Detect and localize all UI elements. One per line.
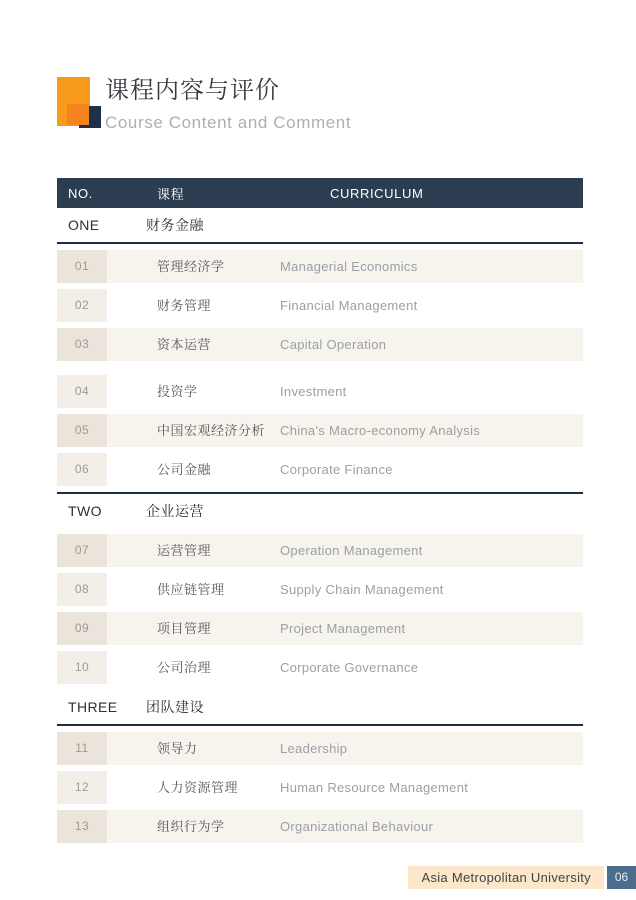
- table-row: [57, 250, 583, 283]
- course-table: [57, 178, 583, 849]
- row-number: 13: [57, 810, 107, 843]
- section-header-row: [57, 690, 583, 726]
- row-number: 04: [57, 375, 107, 408]
- course-name-en: Supply Chain Management: [280, 582, 444, 597]
- course-name-cn: 投资学: [157, 384, 198, 399]
- header-curriculum: CURRICULUM: [330, 185, 424, 201]
- logo-squares-icon: [57, 77, 105, 130]
- course-name-cn: 供应链管理: [157, 582, 225, 597]
- table-row: [57, 453, 583, 486]
- course-name-cn: 运营管理: [157, 543, 212, 558]
- row-number: 01: [57, 250, 107, 283]
- table-header-row: [57, 178, 583, 208]
- table-row: [57, 328, 583, 361]
- course-name-cn: 组织行为学: [157, 819, 225, 834]
- page-number-badge: 06: [607, 866, 636, 889]
- course-name-cn: 公司金融: [157, 462, 212, 477]
- row-number: 08: [57, 573, 107, 606]
- course-name-en: Managerial Economics: [280, 259, 418, 274]
- table-row: [57, 414, 583, 447]
- section-title: 团队建设: [146, 699, 204, 715]
- table-row: [57, 651, 583, 684]
- table-row: [57, 375, 583, 408]
- page-header: [57, 77, 577, 133]
- table-row: [57, 771, 583, 804]
- course-name-en: Operation Management: [280, 543, 423, 558]
- row-number: 10: [57, 651, 107, 684]
- section-title: 企业运营: [146, 503, 204, 519]
- course-name-en: Human Resource Management: [280, 780, 469, 795]
- table-body: [57, 208, 583, 843]
- page-footer: [408, 866, 636, 889]
- university-name: Asia Metropolitan University: [408, 866, 604, 889]
- row-number: 02: [57, 289, 107, 322]
- section-label: TWO: [68, 503, 102, 519]
- page-title: 课程内容与评价: [105, 77, 280, 104]
- table-row: [57, 573, 583, 606]
- course-name-en: Corporate Finance: [280, 462, 393, 477]
- header-course: 课程: [157, 186, 185, 202]
- row-number: 05: [57, 414, 107, 447]
- row-number: 12: [57, 771, 107, 804]
- course-name-cn: 项目管理: [157, 621, 212, 636]
- table-row: [57, 732, 583, 765]
- table-row: [57, 810, 583, 843]
- row-number: 06: [57, 453, 107, 486]
- course-name-cn: 公司治理: [157, 660, 212, 675]
- section-title: 财务金融: [146, 217, 204, 233]
- section-label: ONE: [68, 217, 100, 233]
- course-name-cn: 财务管理: [157, 298, 212, 313]
- course-name-en: Leadership: [280, 741, 348, 756]
- course-name-en: Project Management: [280, 621, 406, 636]
- section-label: THREE: [68, 699, 118, 715]
- section-header-row: [57, 208, 583, 244]
- course-name-cn: 人力资源管理: [157, 780, 239, 795]
- table-row: [57, 289, 583, 322]
- course-name-en: Corporate Governance: [280, 660, 419, 675]
- course-name-en: Organizational Behaviour: [280, 819, 434, 834]
- table-row: [57, 612, 583, 645]
- section-header-row: [57, 492, 583, 528]
- course-name-en: China's Macro-economy Analysis: [280, 423, 481, 438]
- course-name-cn: 管理经济学: [157, 259, 225, 274]
- row-number: 11: [57, 732, 107, 765]
- logo-orange-square: [67, 104, 89, 125]
- course-name-en: Capital Operation: [280, 337, 387, 352]
- header-no: NO.: [68, 185, 93, 201]
- course-name-cn: 中国宏观经济分析: [157, 423, 266, 438]
- course-name-en: Financial Management: [280, 298, 418, 313]
- table-row: [57, 534, 583, 567]
- row-number: 09: [57, 612, 107, 645]
- course-name-en: Investment: [280, 384, 347, 399]
- page-subtitle: Course Content and Comment: [105, 112, 352, 132]
- row-number: 07: [57, 534, 107, 567]
- course-name-cn: 领导力: [157, 741, 198, 756]
- course-name-cn: 资本运营: [157, 337, 212, 352]
- row-number: 03: [57, 328, 107, 361]
